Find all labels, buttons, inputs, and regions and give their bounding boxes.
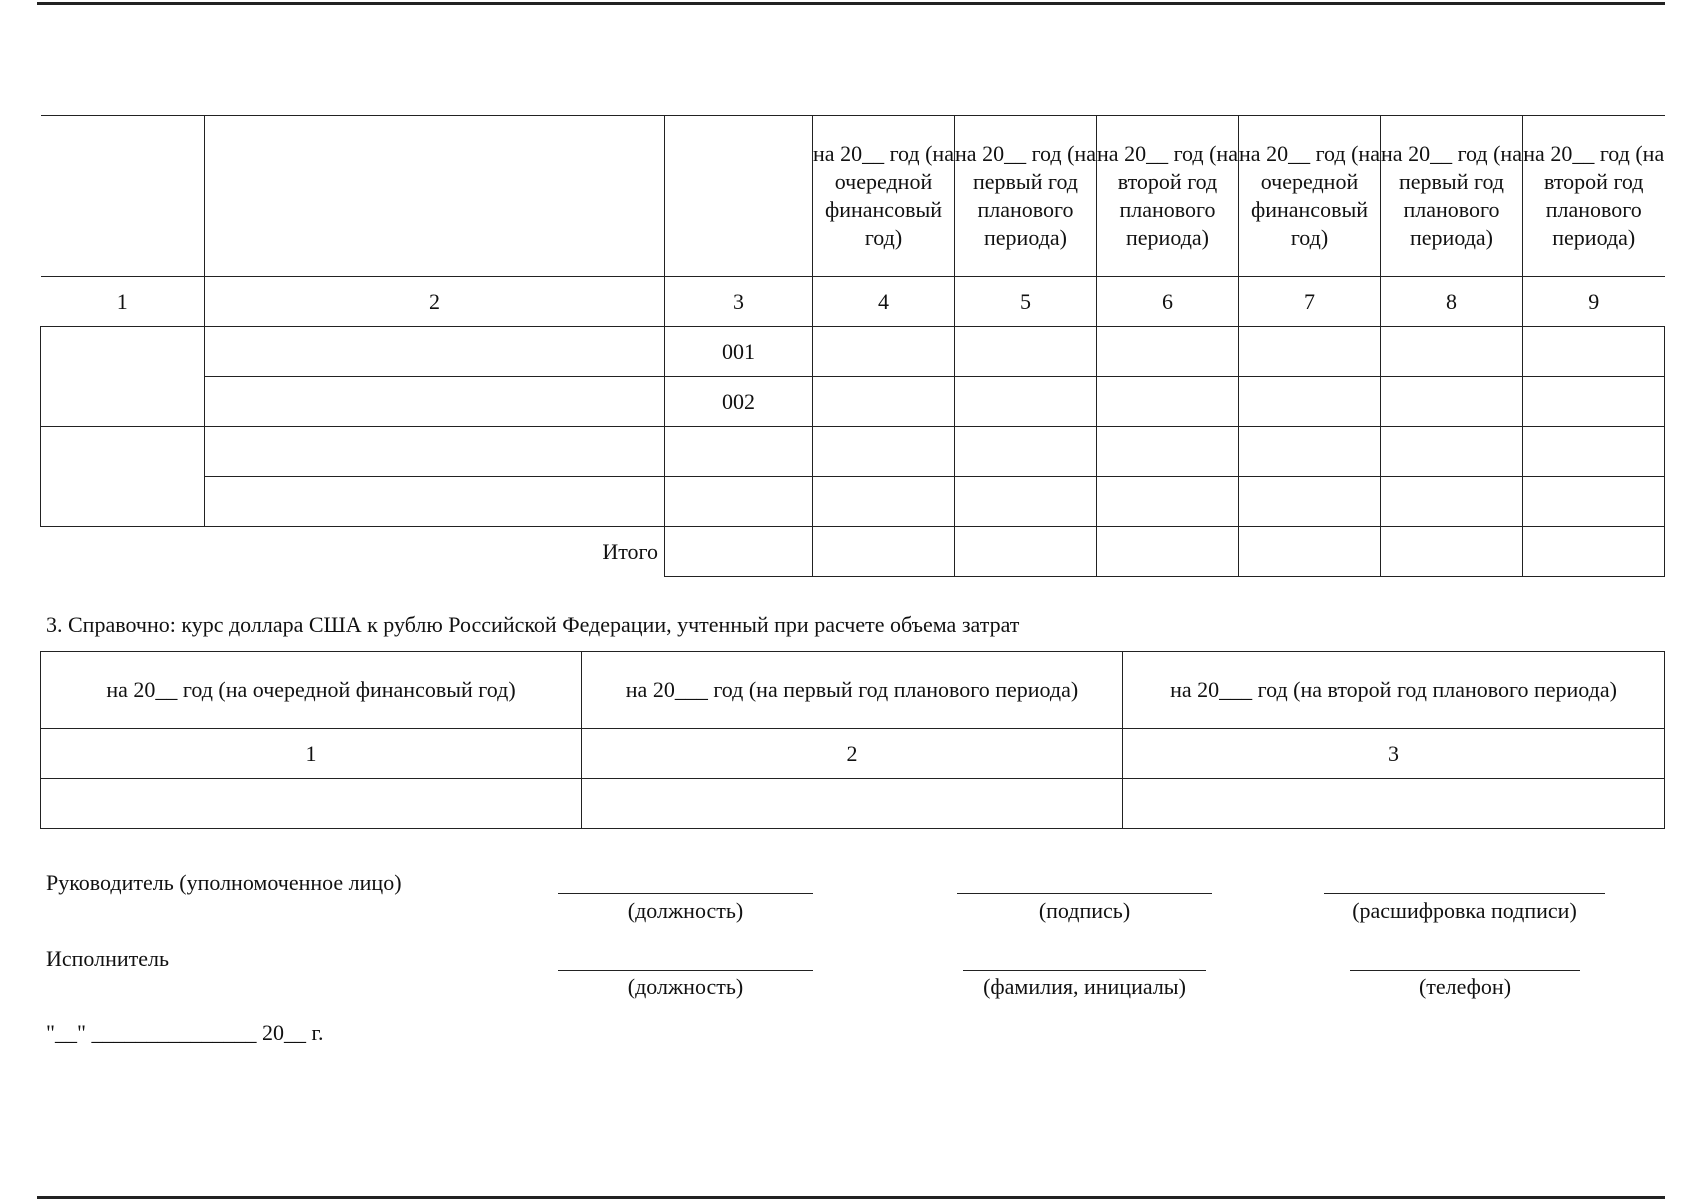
- exchange-rate-header-cell: на 20___ год (на первый год планового периода): [582, 652, 1123, 729]
- head-position-caption: (должность): [627, 898, 744, 923]
- column-number-cell: 8: [1381, 277, 1523, 327]
- value-cell[interactable]: [1239, 377, 1381, 427]
- value-cell[interactable]: [1523, 477, 1665, 527]
- executor-phone-caption: (телефон): [1418, 974, 1512, 999]
- value-cell[interactable]: [1381, 477, 1523, 527]
- value-cell[interactable]: [955, 427, 1097, 477]
- header-cell-5: на 20__ год (на первый год планового периода): [955, 116, 1097, 277]
- table-row: [41, 427, 1665, 477]
- value-cell[interactable]: [1239, 427, 1381, 477]
- header-cell-7: на 20__ год (на очередной финансовый год): [1239, 116, 1381, 277]
- executor-label: Исполнитель: [46, 946, 170, 971]
- value-cell[interactable]: [1381, 427, 1523, 477]
- table-row: [41, 327, 1665, 377]
- total-label: Итого: [602, 538, 658, 564]
- value-cell[interactable]: [1523, 427, 1665, 477]
- executor-position-caption: (должность): [627, 974, 744, 999]
- table-row: [41, 377, 1665, 427]
- table-row: [41, 477, 1665, 527]
- exchange-rate-table: [40, 651, 1665, 829]
- executor-position-line[interactable]: [558, 970, 813, 971]
- total-value-cell[interactable]: [813, 527, 955, 577]
- exchange-rate-value-row: [41, 779, 1665, 829]
- value-cell[interactable]: [1381, 327, 1523, 377]
- header-cell-9: на 20__ год (на второй год планового периода): [1523, 116, 1665, 277]
- main-table: [40, 115, 1665, 577]
- code-cell[interactable]: [665, 427, 813, 477]
- header-cell-6: на 20__ год (на второй год планового периода): [1097, 116, 1239, 277]
- date-line[interactable]: "__" _______________ 20__ г.: [46, 1020, 324, 1045]
- column-number-cell: 4: [813, 277, 955, 327]
- value-cell[interactable]: [1097, 327, 1239, 377]
- column-number-cell: 1: [41, 729, 582, 779]
- total-row: [41, 527, 1665, 577]
- column-number-row: [41, 277, 1665, 327]
- name-cell[interactable]: [205, 477, 665, 527]
- exchange-rate-value-cell[interactable]: [41, 779, 582, 829]
- exchange-rate-number-row: [41, 729, 1665, 779]
- column-number-cell: 3: [665, 277, 813, 327]
- value-cell[interactable]: [1239, 477, 1381, 527]
- total-value-cell[interactable]: [1097, 527, 1239, 577]
- exchange-rate-header-cell: на 20___ год (на второй год планового периода): [1123, 652, 1665, 729]
- value-cell[interactable]: [1523, 327, 1665, 377]
- main-table-header-row: [41, 116, 1665, 277]
- executor-name-line[interactable]: [963, 970, 1206, 971]
- total-value-cell[interactable]: [1239, 527, 1381, 577]
- section-3-title: 3. Справочно: курс доллара США к рублю Российской Федерации, учтенный при расчете объема затрат: [46, 612, 1020, 637]
- total-value-cell[interactable]: [1523, 527, 1665, 577]
- value-cell[interactable]: [1097, 427, 1239, 477]
- header-cell-1: [41, 116, 205, 277]
- total-value-cell[interactable]: [1381, 527, 1523, 577]
- exchange-rate-value-cell[interactable]: [582, 779, 1123, 829]
- value-cell[interactable]: [813, 427, 955, 477]
- value-cell[interactable]: [813, 377, 955, 427]
- head-signature-line[interactable]: [957, 893, 1212, 894]
- code-cell: 001: [665, 327, 813, 377]
- value-cell[interactable]: [813, 327, 955, 377]
- exchange-rate-header-row: [41, 652, 1665, 729]
- exchange-rate-value-cell[interactable]: [1123, 779, 1665, 829]
- top-rule: [37, 2, 1665, 5]
- column-number-cell: 1: [41, 277, 205, 327]
- header-cell-4: на 20__ год (на очередной финансовый год): [813, 116, 955, 277]
- group-cell[interactable]: [41, 427, 205, 527]
- name-cell[interactable]: [205, 327, 665, 377]
- header-cell-8: на 20__ год (на первый год планового периода): [1381, 116, 1523, 277]
- column-number-cell: 5: [955, 277, 1097, 327]
- code-cell[interactable]: [665, 477, 813, 527]
- value-cell[interactable]: [1523, 377, 1665, 427]
- header-cell-3: [665, 116, 813, 277]
- column-number-cell: 2: [582, 729, 1123, 779]
- value-cell[interactable]: [955, 477, 1097, 527]
- total-value-cell[interactable]: [955, 527, 1097, 577]
- head-position-line[interactable]: [558, 893, 813, 894]
- exchange-rate-header-cell: на 20__ год (на очередной финансовый год): [41, 652, 582, 729]
- name-cell[interactable]: [205, 427, 665, 477]
- value-cell[interactable]: [1381, 377, 1523, 427]
- column-number-cell: 2: [205, 277, 665, 327]
- executor-phone-line[interactable]: [1350, 970, 1580, 971]
- name-cell[interactable]: [205, 377, 665, 427]
- code-cell: 002: [665, 377, 813, 427]
- head-signature-caption: (подпись): [1038, 898, 1131, 923]
- value-cell[interactable]: [955, 377, 1097, 427]
- column-number-cell: 6: [1097, 277, 1239, 327]
- value-cell[interactable]: [955, 327, 1097, 377]
- value-cell[interactable]: [813, 477, 955, 527]
- head-label: Руководитель (уполномоченное лицо): [46, 870, 402, 895]
- bottom-rule: [37, 1196, 1665, 1199]
- value-cell[interactable]: [1239, 327, 1381, 377]
- value-cell[interactable]: [1097, 377, 1239, 427]
- value-cell[interactable]: [1097, 477, 1239, 527]
- group-cell[interactable]: [41, 327, 205, 427]
- head-signature-decode-line[interactable]: [1324, 893, 1605, 894]
- executor-name-caption: (фамилия, инициалы): [983, 974, 1186, 999]
- header-cell-2: [205, 116, 665, 277]
- column-number-cell: 3: [1123, 729, 1665, 779]
- column-number-cell: 7: [1239, 277, 1381, 327]
- total-code-cell[interactable]: [665, 527, 813, 577]
- head-signature-decode-caption: (расшифровка подписи): [1352, 898, 1577, 923]
- column-number-cell: 9: [1523, 277, 1665, 327]
